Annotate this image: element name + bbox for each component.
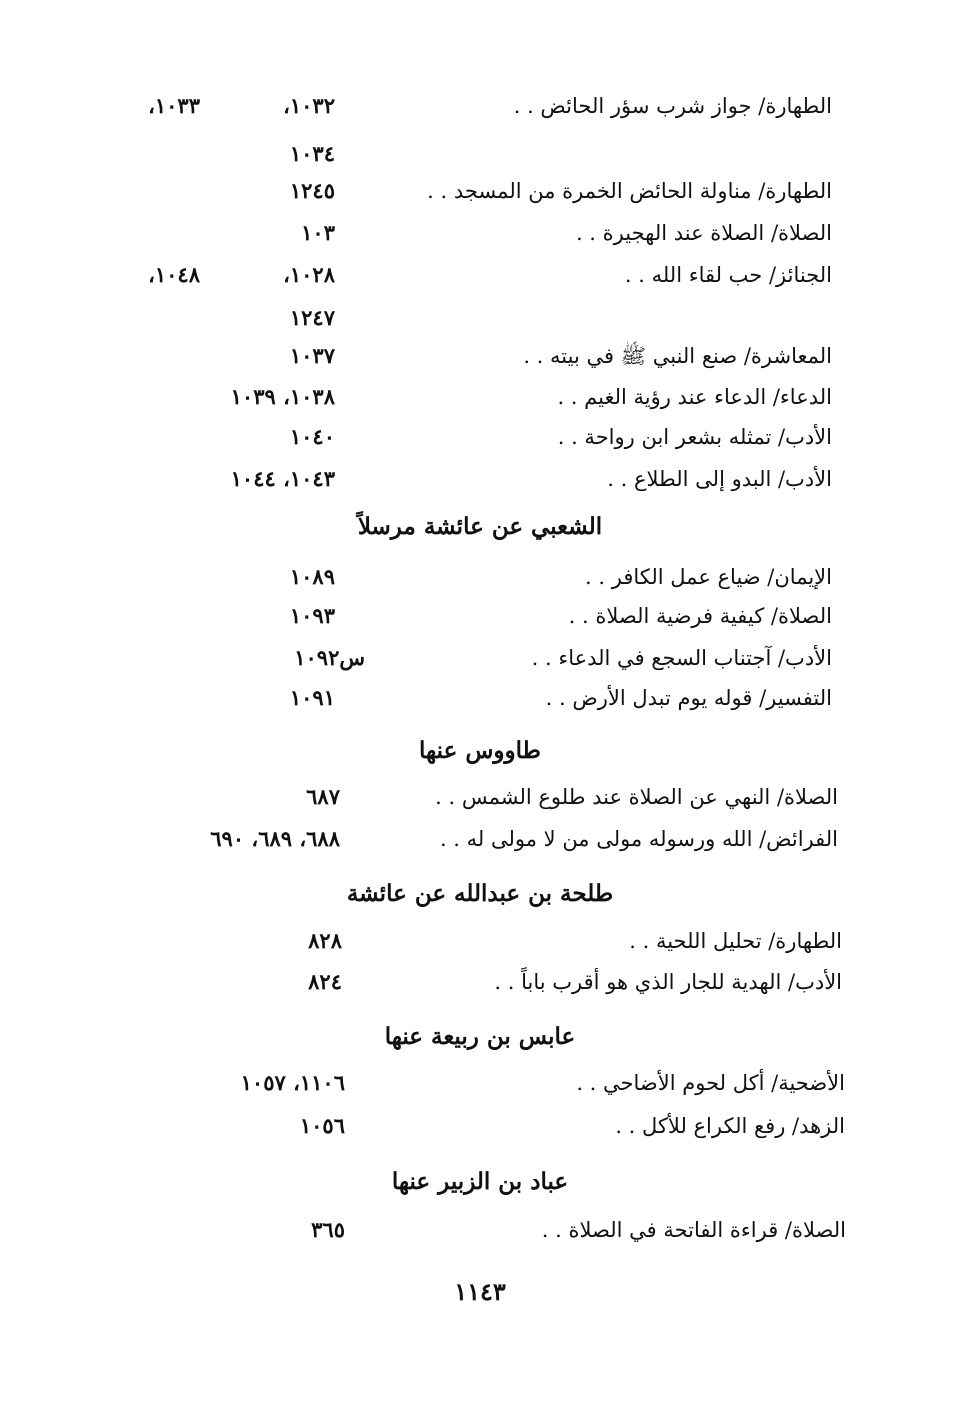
index-entry xyxy=(0,1106,960,1146)
entry-page-refs: ١٠٢٨، xyxy=(283,262,335,287)
section-heading: عباد بن الزبير عنها xyxy=(391,1168,569,1195)
entry-topic: الصلاة/ الصلاة عند الهجيرة . . xyxy=(575,221,832,245)
page-number: ١١٤٣ xyxy=(454,1277,506,1306)
entry-topic: الأدب/ البدو إلى الطلاع . . xyxy=(607,467,832,491)
section-heading: طلحة بن عبدالله عن عائشة xyxy=(346,880,614,907)
index-entry xyxy=(0,557,960,597)
index-entry xyxy=(0,638,960,678)
entry-page-refs: ٨٢٨ xyxy=(308,928,342,953)
entry-topic: الأدب/ تمثله بشعر ابن رواحة . . xyxy=(557,425,832,449)
entry-topic: الجنائز/ حب لقاء الله . . xyxy=(624,263,832,287)
section-heading: طاووس عنها xyxy=(419,737,541,764)
entry-topic: الطهارة/ مناولة الحائض الخمرة من المسجد . . xyxy=(427,179,832,203)
entry-page-refs: ١٠٣٨، ١٠٣٩ xyxy=(230,384,335,409)
entry-topic: الصلاة/ كيفية فرضية الصلاة . . xyxy=(568,604,832,628)
entry-topic: الطهارة/ جواز شرب سؤر الحائض . . xyxy=(513,94,832,118)
entry-page-refs: ١٠٥٦ xyxy=(299,1113,345,1138)
index-entry xyxy=(0,678,960,718)
entry-topic: الإيمان/ ضياع عمل الكافر . . xyxy=(585,565,832,589)
entry-topic: الدعاء/ الدعاء عند رؤية الغيم . . xyxy=(557,385,832,409)
entry-page-refs: ١٠٣٧ xyxy=(289,343,335,368)
entry-topic: الأدب/ الهدية للجار الذي هو أقرب باباً . . xyxy=(494,970,842,994)
entry-page-refs: ١٠٨٩ xyxy=(289,564,335,589)
index-entry xyxy=(0,171,960,211)
entry-topic: الأضحية/ أكل لحوم الأضاحي . . xyxy=(576,1071,845,1095)
index-entry xyxy=(0,1210,960,1250)
section-heading: عابس بن ربيعة عنها xyxy=(384,1023,576,1050)
index-entry xyxy=(0,921,960,961)
entry-page-refs-extra: ١٠٣٣، xyxy=(148,93,200,118)
entry-topic: الزهد/ رفع الكراع للأكل . . xyxy=(615,1114,845,1138)
index-entry xyxy=(0,417,960,457)
index-entry xyxy=(0,86,960,126)
entry-page-refs: س١٠٩٢ xyxy=(294,645,365,670)
index-entry xyxy=(0,819,960,859)
entry-page-refs: ١٠٩٣ xyxy=(289,603,335,628)
entry-page-refs: ١٠٣٢، xyxy=(283,93,335,118)
entry-page-refs: ٨٢٤ xyxy=(308,969,342,994)
entry-page-refs: ١٠٣٤ xyxy=(289,141,335,166)
index-entry xyxy=(0,459,960,499)
entry-page-refs: ٣٦٥ xyxy=(311,1217,345,1242)
entry-page-refs: ١٢٤٧ xyxy=(289,305,335,330)
entry-page-refs: ١١٠٦، ١٠٥٧ xyxy=(240,1070,345,1095)
index-entry xyxy=(0,1063,960,1103)
entry-topic: التفسير/ قوله يوم تبدل الأرض . . xyxy=(545,686,832,710)
index-entry xyxy=(0,134,960,174)
entry-page-refs: ١٠٩١ xyxy=(289,685,335,710)
index-entry xyxy=(0,336,960,376)
entry-topic: الطهارة/ تحليل اللحية . . xyxy=(629,929,842,953)
entry-page-refs: ١٠٤٣، ١٠٤٤ xyxy=(230,466,335,491)
entry-topic: الأدب/ آجتناب السجع في الدعاء . . xyxy=(531,646,832,670)
entry-topic: الفرائض/ الله ورسوله مولى من لا مولى له . . xyxy=(439,827,838,851)
entry-page-refs-extra: ١٠٤٨، xyxy=(148,262,200,287)
index-entry xyxy=(0,213,960,253)
entry-topic: الصلاة/ قراءة الفاتحة في الصلاة . . xyxy=(541,1218,846,1242)
entry-page-refs: ١٢٤٥ xyxy=(289,178,335,203)
entry-page-refs: ٦٨٧ xyxy=(306,784,340,809)
entry-page-refs: ١٠٣ xyxy=(301,220,335,245)
index-entry xyxy=(0,255,960,295)
entry-topic: الصلاة/ النهي عن الصلاة عند طلوع الشمس . . xyxy=(435,785,838,809)
index-entry xyxy=(0,298,960,338)
index-entry xyxy=(0,777,960,817)
entry-page-refs: ١٠٤٠ xyxy=(289,424,335,449)
entry-page-refs: ٦٨٨، ٦٨٩، ٦٩٠ xyxy=(210,826,340,851)
index-entry xyxy=(0,596,960,636)
index-entry xyxy=(0,377,960,417)
index-entry xyxy=(0,962,960,1002)
entry-topic: المعاشرة/ صنع النبي ﷺ في بيته . . xyxy=(523,344,832,368)
section-heading: الشعبي عن عائشة مرسلاً xyxy=(357,513,603,540)
